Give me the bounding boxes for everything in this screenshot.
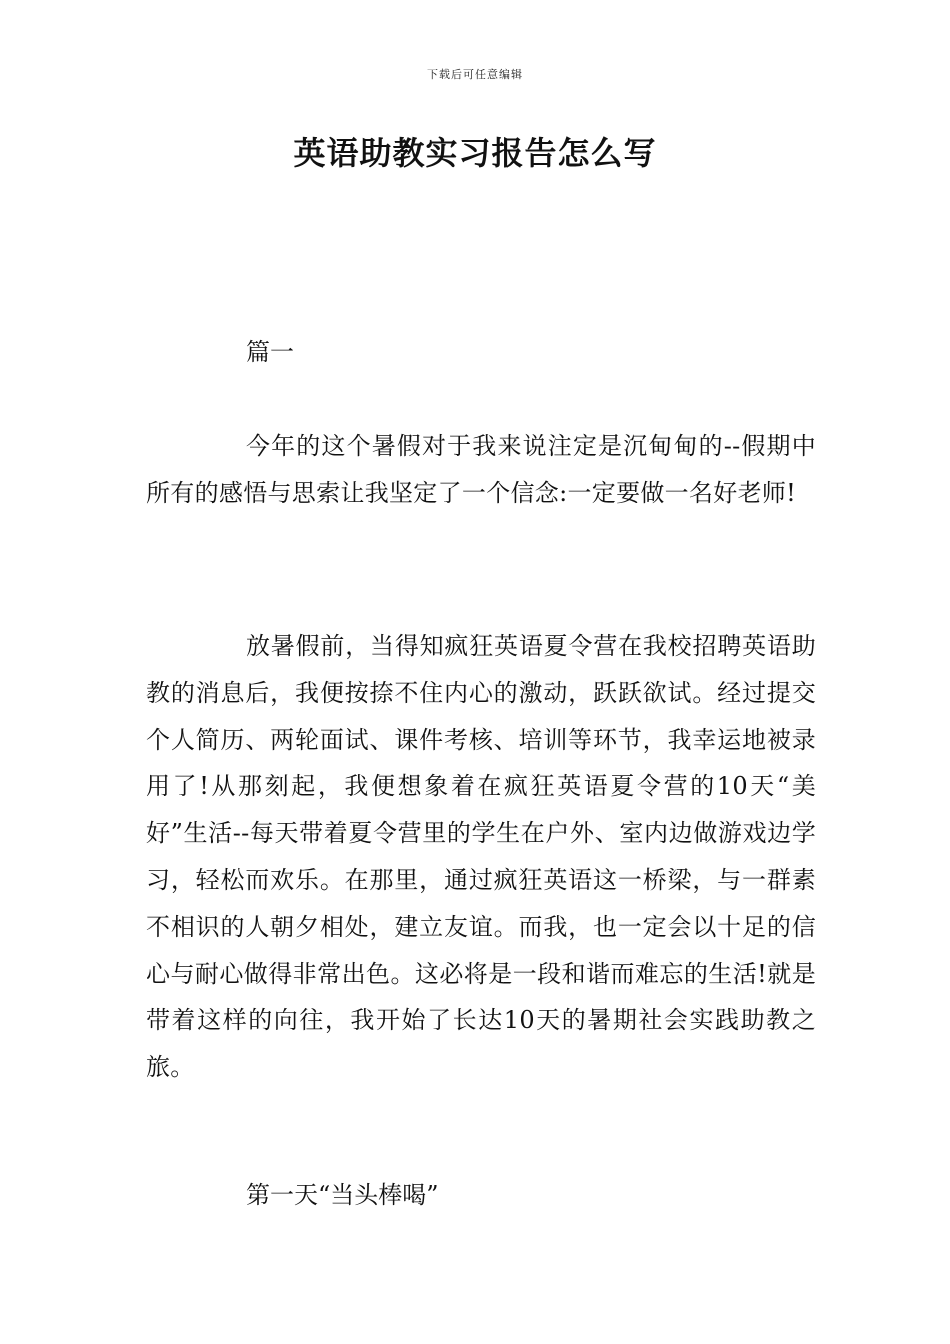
- paragraph-1: 今年的这个暑假对于我来说注定是沉甸甸的--假期中所有的感悟与思索让我坚定了一个信念:一定要做一名好老师!: [146, 432, 816, 507]
- section-heading-2: 第一天“当头棒喝”: [246, 1181, 439, 1209]
- header-note: 下载后可任意编辑: [427, 68, 523, 81]
- document-title: 英语助教实习报告怎么写: [293, 134, 657, 172]
- paragraph-2: 放暑假前，当得知疯狂英语夏令营在我校招聘英语助教的消息后，我便按捺不住内心的激动，跃跃欲试。经过提交个人简历、两轮面试、课件考核、培训等环节，我幸运地被录用了!从那刻起，我便想象着在疯狂英语夏令营的10天“美好”生活--每天带着夏令营里的学生在户外、室内边做游戏边学习，轻松而欢乐。在那里，通过疯狂英语这一桥梁，与一群素不相识的人朝夕相处，建立友谊。而我，也一定会以十足的信心与耐心做得非常出色。这必将是一段和谐而难忘的生活!就是带着这样的向往，我开始了长达10天的暑期社会实践助教之旅。: [146, 632, 816, 1082]
- section-heading-1: 篇一: [246, 338, 294, 366]
